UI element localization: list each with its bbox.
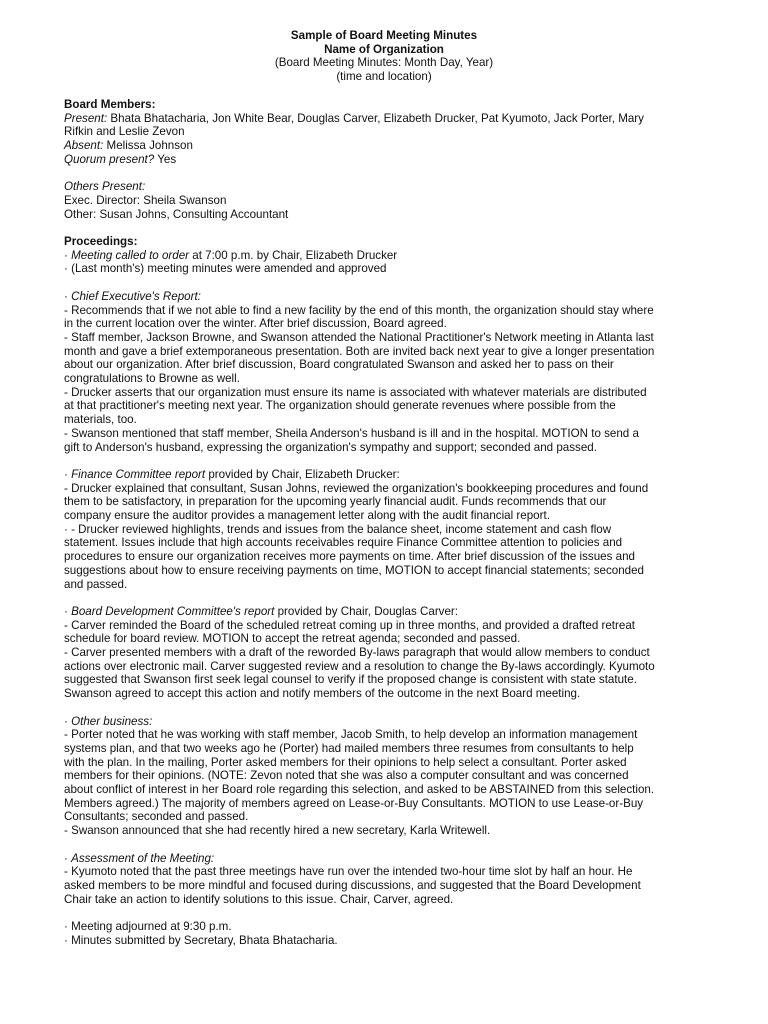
called-to-order-line — [64, 249, 724, 263]
ceo-report-label: Chief Executive's Report: — [71, 289, 201, 303]
text-line: Chair take an action to identify solutions to this issue. Chair, Carver, agreed. — [64, 892, 454, 906]
bullet: · — [64, 289, 72, 303]
submitted-line: · Minutes submitted by Secretary, Bhata Bhatacharia. — [64, 933, 338, 947]
text-line: at that practitioner's meeting next year. The organization should generate revenues where possible from the — [64, 399, 616, 413]
board-dev-report-detail: provided by Chair, Douglas Carver: — [274, 604, 459, 618]
text-line: - Staff member, Jackson Browne, and Swanson attended the National Practitioner's Network meeting in Atlanta last — [64, 330, 654, 344]
quorum-label: Quorum present? — [64, 152, 155, 166]
minutes-approved-line: · (Last month's) meeting minutes were amended and approved — [64, 262, 387, 276]
minutes-date-line: (Board Meeting Minutes: Month Day, Year) — [274, 56, 494, 70]
other-business-section — [64, 728, 724, 838]
spacer — [64, 221, 724, 235]
board-members-heading: Board Members: — [64, 98, 156, 111]
spacer — [64, 276, 724, 290]
text-line: asked members to be more mindful and focused during discussions, and suggested that the Board Development — [64, 878, 641, 892]
text-line: · - Drucker reviewed highlights, trends and issues from the balance sheet, income statement and cash flow — [64, 522, 612, 536]
text-line: them to be satisfactory, in preparation for the upcoming yearly financial audit. Funds recommends that our — [64, 495, 607, 509]
bullet: · — [64, 851, 72, 865]
finance-report-label: Finance Committee report — [71, 467, 206, 481]
text-line: - Drucker asserts that our organization must ensure its name is associated with whatever materials are distributed — [64, 385, 647, 399]
spacer — [64, 838, 724, 852]
board-dev-report-label: Board Development Committee's report — [71, 604, 275, 618]
time-location-line: (time and location) — [336, 70, 432, 84]
text-line: company ensure the auditor provides a management letter along with the audit financial report. — [64, 509, 550, 523]
adjourned-line: · Meeting adjourned at 9:30 p.m. — [64, 920, 232, 934]
text-line: - Drucker explained that consultant, Susan Johns, reviewed the organization's bookkeeping procedures and found — [64, 481, 649, 495]
text-line: - Recommends that if we not able to find a new facility by the end of this month, the organization should stay where — [64, 303, 654, 317]
bullet: · — [64, 604, 72, 618]
bullet: · — [64, 714, 72, 728]
assessment-label: Assessment of the Meeting: — [71, 851, 215, 865]
other-business-label: Other business: — [71, 714, 153, 728]
others-present-heading: Others Present: — [64, 180, 146, 194]
absent-label: Absent: — [64, 139, 104, 153]
text-line: - Swanson mentioned that staff member, Sheila Anderson's husband is ill and in the hospital. MOTION to send a — [64, 426, 639, 440]
text-line: Consultants; seconded and passed. — [64, 810, 249, 824]
spacer — [64, 906, 724, 920]
text-line: systems plan, and that two weeks ago he (Porter) had mailed members three resumes from consultants to help — [64, 741, 634, 755]
spacer — [64, 701, 724, 715]
text-line: and passed. — [64, 577, 128, 591]
document-body — [64, 98, 724, 947]
text-line: with the plan. In the mailing, Porter asked members for their opinions to help select a consultant. Porter asked — [64, 755, 627, 769]
text-line: gift to Anderson's husband, expressing the organization's sympathy and support; seconded and passed. — [64, 440, 597, 454]
text-line: members for their opinions. (NOTE: Zevon noted that she was also a computer consultant and was concerned — [64, 769, 629, 783]
finance-report-detail: provided by Chair, Elizabeth Drucker: — [205, 467, 400, 481]
text-line: procedures to ensure our organization receives more payments on time. After brief discussion of the issues and — [64, 550, 635, 564]
assessment-heading — [64, 852, 724, 866]
proceedings-heading: Proceedings: — [64, 235, 138, 248]
ceo-report-heading — [64, 290, 724, 304]
text-line: Swanson agreed to accept this action and notify members of the outcome in the next Board meeting. — [64, 687, 581, 701]
bullet: · — [64, 467, 72, 481]
assessment-section — [64, 865, 724, 906]
text-line: - Carver reminded the Board of the scheduled retreat coming up in three months, and provided a drafted retreat — [64, 618, 635, 632]
spacer — [64, 167, 724, 181]
text-line: schedule for board review. MOTION to accept the retreat agenda; seconded and passed. — [64, 632, 521, 646]
text-line: statement. Issues include that high accounts receivables require Finance Committee attention to policies and — [64, 536, 623, 550]
text-line: suggestions about how to ensure receiving payments on time, MOTION to accept financial statements; seconded — [64, 563, 644, 577]
absent-names: Melissa Johnson — [103, 139, 193, 153]
spacer — [64, 454, 724, 468]
text-line: in the current location over the winter. After brief discussion, Board agreed. — [64, 317, 447, 331]
present-label: Present: — [64, 111, 108, 125]
finance-report-section — [64, 482, 724, 592]
organization-name: Name of Organization — [324, 42, 444, 56]
text-line: - Swanson announced that she had recently hired a new secretary, Karla Writewell. — [64, 824, 491, 838]
text-line: about conflict of interest in her Board role regarding this selection, and asked to be ABSTAINED from this selection. — [64, 783, 655, 797]
bullet: · — [64, 248, 72, 262]
other-business-heading — [64, 715, 724, 729]
text-line: suggested that Swanson first seek legal counsel to verify if the proposed change is consistent with state statute. — [64, 673, 637, 687]
document-header — [0, 29, 768, 84]
called-to-order-label: Meeting called to order — [71, 248, 190, 262]
text-line: actions over electronic mail. Carver suggested review and a resolution to change the By-laws accordingly. Kyumoto — [64, 659, 655, 673]
finance-report-heading — [64, 468, 724, 482]
present-names: Bhata Bhatacharia, Jon White Bear, Douglas Carver, Elizabeth Drucker, Pat Kyumoto, Jack Porter, Mary — [107, 111, 644, 125]
exec-director-line: Exec. Director: Sheila Swanson — [64, 193, 227, 207]
document-title: Sample of Board Meeting Minutes — [290, 29, 478, 42]
text-line: congratulations to Browne as well. — [64, 372, 240, 386]
board-dev-report-section — [64, 619, 724, 701]
absent-line — [64, 139, 724, 153]
spacer — [64, 591, 724, 605]
text-line: month and gave a brief extemporaneous presentation. Both are invited back next year to give a longer presentation — [64, 344, 655, 358]
board-dev-report-heading — [64, 605, 724, 619]
text-line: - Kyumoto noted that the past three meetings have run over the intended two-hour time slot by half an hour. He — [64, 865, 633, 879]
quorum-line — [64, 153, 724, 167]
text-line: - Porter noted that he was working with staff member, Jacob Smith, to help develop an information management — [64, 728, 638, 742]
present-line-continued: Rifkin and Leslie Zevon — [64, 125, 185, 139]
text-line: materials, too. — [64, 413, 137, 427]
text-line: about our organization. After brief discussion, Board congratulated Swanson and asked her to pass on their — [64, 358, 614, 372]
text-line: Members agreed.) The majority of members agreed on Lease-or-Buy Consultants. MOTION to use Lease-or-Buy — [64, 796, 644, 810]
present-line — [64, 112, 724, 126]
quorum-value: Yes — [154, 152, 177, 166]
called-to-order-detail: at 7:00 p.m. by Chair, Elizabeth Drucker — [189, 248, 398, 262]
text-line: - Carver presented members with a draft of the reworded By-laws paragraph that would allow members to conduct — [64, 646, 650, 660]
ceo-report-section — [64, 304, 724, 455]
other-attendee-line: Other: Susan Johns, Consulting Accountant — [64, 207, 289, 221]
